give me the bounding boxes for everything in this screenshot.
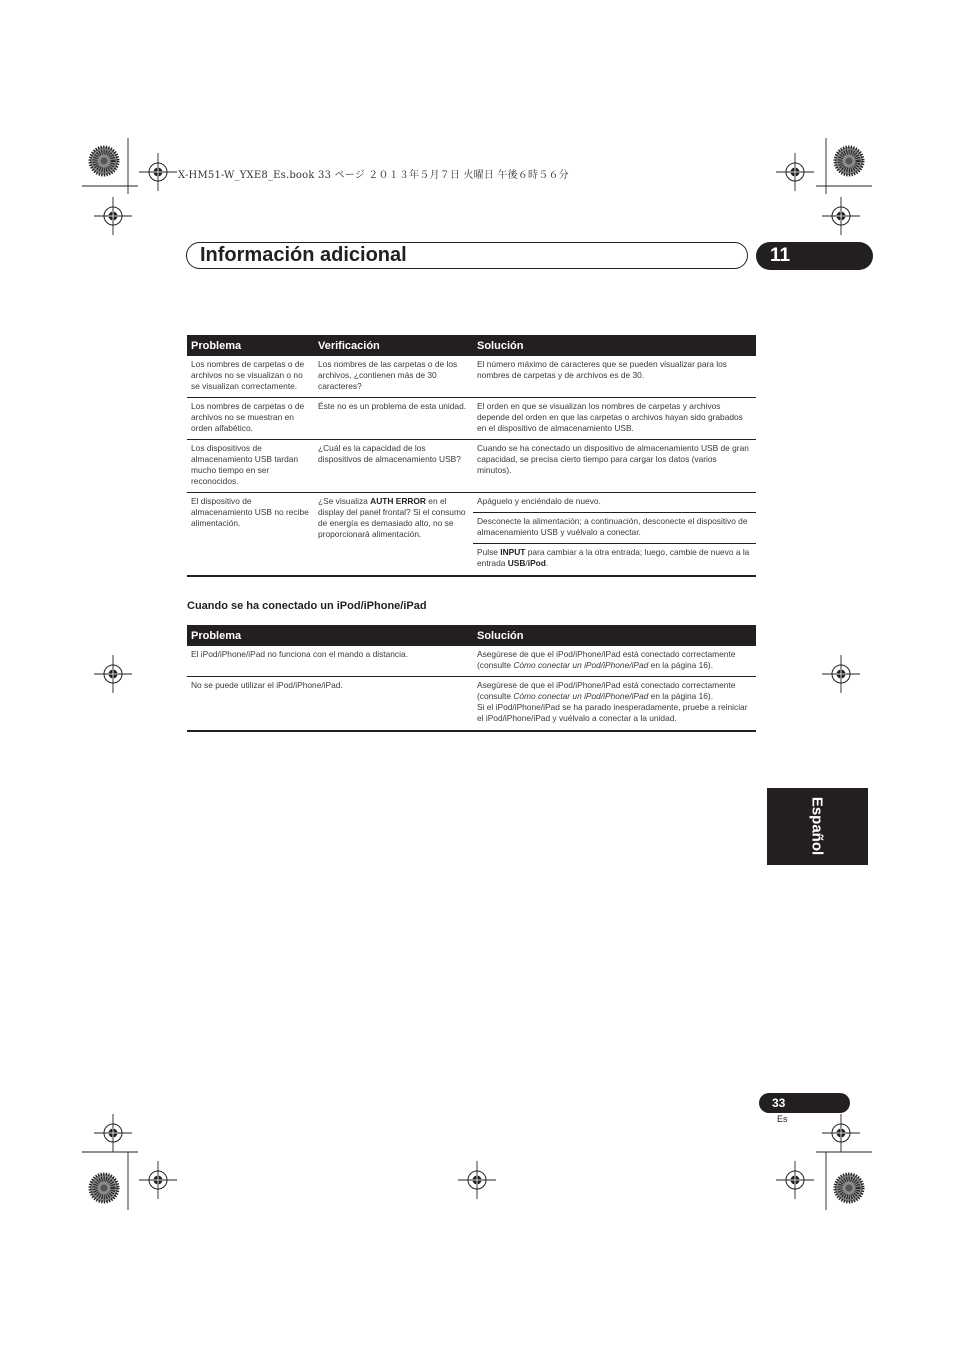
solution-text: en la página 16).: [648, 660, 714, 670]
registration-mark-bottom-center: [458, 1161, 496, 1199]
registration-mark-left-upper: [94, 197, 132, 235]
problem-cell: Los dispositivos de almacenamiento USB tardan mucho tiempo en ser reconocidos.: [187, 440, 314, 493]
section-title-ipod: Cuando se ha conectado un iPod/iPhone/iPad: [187, 600, 427, 612]
auth-error-label: AUTH ERROR: [370, 496, 426, 506]
page-number: 33: [759, 1093, 850, 1113]
registration-mark-bottom-right: [776, 1161, 814, 1199]
problem-cell: No se puede utilizar el iPod/iPhone/iPad.: [187, 677, 473, 732]
page-language-code: Es: [777, 1114, 788, 1124]
solution-text: Pulse: [477, 547, 501, 557]
troubleshooting-table-ipod: [187, 625, 756, 732]
color-target-bottom-right: [835, 1174, 863, 1202]
solution-cell: El orden en que se visualizan los nombres de carpetas y archivos depende del orden en que las carpetas o archivos hayan sido grabados en el dispositivo de almacenamiento USB.: [473, 398, 756, 440]
table-row: [187, 677, 756, 732]
table-row: [187, 440, 756, 493]
solution-cell: [473, 677, 756, 732]
check-cell: [314, 493, 473, 577]
color-target-top-right: [835, 147, 863, 175]
registration-mark-right-middle: [822, 655, 860, 693]
language-tab: [767, 788, 868, 865]
table-row: [187, 398, 756, 440]
solution-text: para cambiar a la otra entrada; luego, cambie de nuevo a la entrada: [477, 547, 750, 568]
table-header-row: [187, 335, 756, 356]
book-header: X-HM51-W_YXE8_Es.book 33 ページ ２０１３年５月７日 火曜日 午後６時５６分: [178, 170, 569, 181]
solution-text: en la página 16).: [648, 691, 714, 701]
table-row: [187, 646, 756, 677]
cross-reference: Cómo conectar un iPod/iPhone/iPad: [513, 691, 649, 701]
problem-cell: Los nombres de carpetas o de archivos no se visualizan o no se visualizan correctamente.: [191, 359, 305, 391]
solution-cell: [473, 544, 756, 577]
table-header-row: [187, 625, 756, 646]
problem-cell: El dispositivo de almacenamiento USB no recibe alimentación.: [187, 493, 314, 577]
registration-mark-right-lower: [822, 1114, 860, 1152]
color-target-top-left: [90, 147, 118, 175]
column-header-solution: Solución: [473, 625, 756, 646]
registration-mark-right-upper: [822, 197, 860, 235]
table-row: [187, 356, 756, 398]
solution-cell: Cuando se ha conectado un dispositivo de almacenamiento USB de gran capacidad, se precisa cierto tiempo para cargar los datos (varios minutos).: [473, 440, 756, 493]
registration-mark-bottom-left: [139, 1161, 177, 1199]
ipod-input-label: iPod: [527, 558, 546, 568]
registration-mark-left-middle: [94, 655, 132, 693]
solution-cell: Desconecte la alimentación; a continuación, desconecte el dispositivo de almacenamiento USB y vuélvalo a conectar.: [473, 513, 756, 544]
column-header-problem: Problema: [187, 335, 314, 356]
column-header-problem: Problema: [187, 625, 473, 646]
column-header-check: Verificación: [314, 335, 473, 356]
problem-cell: El iPod/iPhone/iPad no funciona con el mando a distancia.: [191, 649, 408, 659]
color-target-bottom-left: [90, 1174, 118, 1202]
registration-mark-top-right: [776, 153, 814, 191]
solution-text: Si el iPod/iPhone/iPad se ha parado inesperadamente, pruebe a reiniciar el iPod/iPhone/iPad y vuélvalo a conectar a la unidad.: [477, 702, 748, 723]
troubleshooting-table-usb: [187, 335, 756, 577]
solution-text: Asegúrese de que el iPod/iPhone/iPad está conectado correctamente (consulte: [477, 680, 736, 701]
check-cell: Éste no es un problema de esta unidad.: [314, 398, 473, 440]
column-header-solution: Solución: [473, 335, 756, 356]
check-text: en el display del panel frontal? Si el consumo de energía es demasiado alto, no se proporcionará alimentación.: [318, 496, 466, 539]
input-button-label: INPUT: [500, 547, 526, 557]
problem-cell: Los nombres de carpetas o de archivos no se muestran en orden alfabético.: [187, 398, 314, 440]
solution-text: Asegúrese de que el iPod/iPhone/iPad está conectado correctamente (consulte: [477, 649, 736, 670]
solution-cell: Apáguelo y enciéndalo de nuevo.: [473, 493, 756, 513]
check-text: ¿Se visualiza: [318, 496, 371, 506]
chapter-number: 11: [756, 242, 873, 270]
registration-mark-top-left: [139, 153, 177, 191]
usb-input-label: USB: [507, 558, 526, 568]
chapter-title: Información adicional: [200, 244, 407, 266]
solution-text: /: [525, 558, 528, 568]
registration-mark-left-lower: [94, 1114, 132, 1152]
check-cell: ¿Cuál es la capacidad de los dispositivos de almacenamiento USB?: [314, 440, 473, 493]
check-cell: Los nombres de las carpetas o de los archivos, ¿contienen más de 30 caracteres?: [318, 359, 458, 391]
cross-reference: Cómo conectar un iPod/iPhone/iPad: [513, 660, 649, 670]
solution-cell: El número máximo de caracteres que se pueden visualizar para los nombres de carpetas y de archivos es de 30.: [477, 359, 727, 380]
solution-cell: [473, 646, 756, 677]
solution-text: .: [545, 558, 549, 568]
table-row: [187, 493, 756, 513]
language-tab-label: Español: [808, 796, 826, 856]
